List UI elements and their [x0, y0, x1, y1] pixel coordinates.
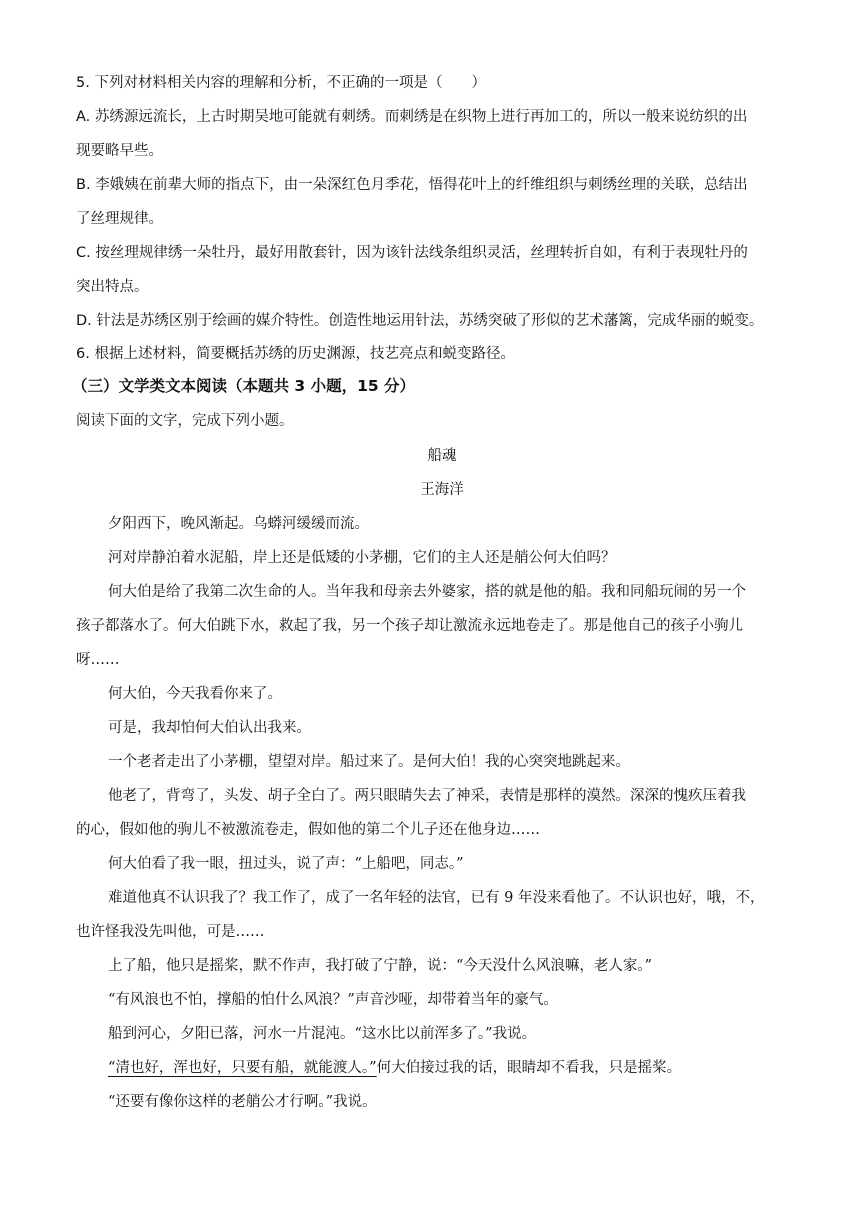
question-5-option-d: D. 针法是苏绣区别于绘画的媒介特性。创造性地运用针法，苏绣突破了形似的艺术藩篱，完成华丽的蜕变。 [76, 313, 764, 329]
article-paragraph-cont: 也许怪我没先叫他，可是…… [76, 924, 265, 940]
article-paragraph: 一个老者走出了小茅棚，望望对岸。船过来了。是何大伯！我的心突突地跳起来。 [108, 754, 630, 770]
article-paragraph: 何大伯，今天我看你来了。 [108, 686, 282, 702]
article-title: 船魂 [427, 448, 457, 464]
article-paragraph: 何大伯是给了我第二次生命的人。当年我和母亲去外婆家，搭的就是他的船。我和同船玩闹的另一个 [108, 584, 746, 600]
question-5-option-c: C. 按丝理规律绣一朵牡丹，最好用散套针，因为该针法线条组织灵活，丝理转折自如，有利于表现牡丹的 [76, 245, 748, 261]
question-6-stem: 6. 根据上述材料，简要概括苏绣的历史渊源，技艺亮点和蜕变路径。 [76, 346, 515, 362]
article-paragraph [108, 1058, 681, 1078]
question-5-option-a-cont: 现要略早些。 [76, 143, 163, 159]
question-5-option-c-cont: 突出特点。 [76, 279, 149, 295]
underlined-sentence: “清也好，浑也好，只要有船，就能渡人。” [108, 1060, 377, 1076]
article-paragraph: 河对岸静泊着水泥船，岸上还是低矮的小茅棚，它们的主人还是艄公何大伯吗？ [108, 550, 616, 566]
section-heading: （三）文学类文本阅读（本题共 3 小题，15 分） [72, 377, 416, 395]
article-paragraph: “还要有像你这样的老艄公才行啊。”我说。 [108, 1094, 377, 1110]
section-instruction: 阅读下面的文字，完成下列小题。 [76, 413, 294, 429]
article-paragraph: 难道他真不认识我了？我工作了，成了一名年轻的法官，已有 9 年没来看他了。不认识也好，哦，不， [108, 890, 765, 906]
question-5-option-b-cont: 了丝理规律。 [76, 211, 163, 227]
article-paragraph: 夕阳西下，晚风渐起。乌蟒河缓缓而流。 [108, 516, 369, 532]
article-paragraph: 何大伯看了我一眼，扭过头，说了声：“上船吧，同志。” [108, 856, 464, 872]
article-paragraph: “有风浪也不怕，撑船的怕什么风浪？”声音沙哑，却带着当年的豪气。 [108, 992, 558, 1008]
article-paragraph-cont: 孩子都落水了。何大伯跳下水，救起了我，另一个孩子却让激流永远地卷走了。那是他自己的孩子小驹儿 [76, 618, 743, 634]
article-paragraph: 他老了，背弯了，头发、胡子全白了。两只眼睛失去了神采，表情是那样的漠然。深深的愧疚压着我 [108, 788, 746, 804]
question-5-option-a: A. 苏绣源远流长，上古时期吴地可能就有刺绣。而刺绣是在织物上进行再加工的，所以一般来说纺织的出 [76, 109, 748, 125]
question-5-stem: 5. 下列对材料相关内容的理解和分析，不正确的一项是（ ） [76, 75, 486, 91]
article-author: 王海洋 [420, 482, 464, 498]
sentence-rest: 何大伯接过我的话，眼睛却不看我，只是摇桨。 [376, 1060, 682, 1076]
article-paragraph-cont: 呀…… [76, 652, 120, 668]
article-paragraph: 船到河心，夕阳已落，河水一片混沌。“这水比以前浑多了。”我说。 [108, 1026, 537, 1042]
question-5-option-b: B. 李娥姨在前辈大师的指点下，由一朵深红色月季花，悟得花叶上的纤维组织与刺绣丝理的关联，总结出 [76, 177, 748, 193]
article-paragraph-cont: 的心，假如他的驹儿不被激流卷走，假如他的第二个儿子还在他身边…… [76, 822, 540, 838]
article-paragraph: 可是，我却怕何大伯认出我来。 [108, 720, 311, 736]
article-paragraph: 上了船，他只是摇桨，默不作声，我打破了宁静，说：“今天没什么风浪嘛，老人家。” [108, 958, 653, 974]
